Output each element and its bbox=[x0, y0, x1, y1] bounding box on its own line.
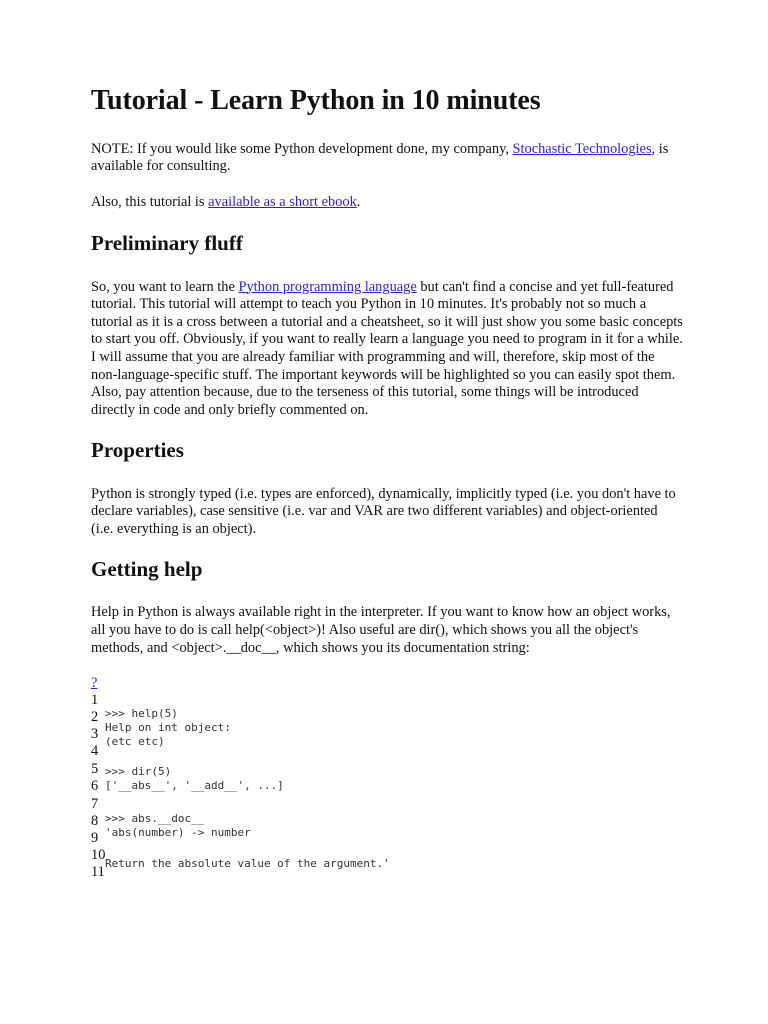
line-number: 10 bbox=[91, 847, 106, 864]
code-area bbox=[91, 692, 683, 882]
line-number: 3 bbox=[91, 726, 99, 743]
line-number: 7 bbox=[91, 796, 99, 813]
code-line: >>> help(5) bbox=[105, 707, 178, 721]
fluff-prefix: So, you want to learn the bbox=[91, 278, 239, 295]
line-number: 9 bbox=[91, 830, 99, 847]
heading-getting-help: Getting help bbox=[91, 557, 203, 582]
line-number: 1 bbox=[91, 692, 99, 709]
line-number: 5 bbox=[91, 761, 99, 778]
fluff-body: but can't find a concise and yet full-featured tutorial. This tutorial will attempt to teach you Python in 10 minutes. It's probably not so much a tutorial as it is a cross between a tutorial and a cheatsheet, so it will just show you some basic concepts to start you off. Obviously, if you want to really learn a language you need to program in it for a while. I will assume that you are already familiar with programming and will, therefore, skip most of the non-language-specific stuff. The important keywords will be highlighted so you can easily spot them. Also, pay attention because, due to the terseness of this tutorial, some things will be introduced directly in code and only briefly commented on. bbox=[91, 278, 683, 418]
line-number: 6 bbox=[91, 778, 99, 795]
line-number: 8 bbox=[91, 813, 99, 830]
code-line: Return the absolute value of the argument.' bbox=[105, 857, 390, 871]
article bbox=[91, 84, 683, 882]
code-block bbox=[91, 675, 683, 882]
page-title: Tutorial - Learn Python in 10 minutes bbox=[91, 85, 541, 116]
code-line: >>> dir(5) bbox=[105, 765, 172, 779]
note-prefix: NOTE: If you would like some Python development done, my company, bbox=[91, 140, 513, 157]
note-suffix: , is available for consulting. bbox=[91, 140, 669, 175]
ebook-prefix: Also, this tutorial is bbox=[91, 193, 209, 210]
heading-properties: Properties bbox=[91, 438, 184, 463]
properties-paragraph: Python is strongly typed (i.e. types are enforced), dynamically, implicitly typed (i.e. you don't have to declare variables), case sensitive (i.e. var and VAR are two different variables) and object-oriented (i.e. everything is an object). bbox=[91, 485, 676, 537]
fluff-paragraph bbox=[91, 279, 683, 420]
heading-preliminary-fluff: Preliminary fluff bbox=[91, 231, 243, 256]
consulting-note bbox=[91, 141, 683, 176]
line-number: 4 bbox=[91, 743, 99, 760]
ebook-link[interactable]: available as a short ebook bbox=[208, 193, 357, 210]
view-source-link[interactable]: ? bbox=[91, 675, 98, 692]
help-paragraph: Help in Python is always available right in the interpreter. If you want to know how an object works, all you have to do is call help(<object>)! Also useful are dir(), which shows you all the object's methods, and <object>.__doc__, which shows you its documentation string: bbox=[91, 604, 671, 656]
stochastic-technologies-link[interactable]: Stochastic Technologies bbox=[512, 140, 652, 157]
line-number: 2 bbox=[91, 709, 99, 726]
ebook-note bbox=[91, 194, 683, 212]
ebook-suffix: . bbox=[356, 193, 361, 210]
code-line: ['__abs__', '__add__', ...] bbox=[105, 779, 284, 793]
code-line: (etc etc) bbox=[105, 735, 165, 749]
code-line: >>> abs.__doc__ bbox=[105, 812, 205, 826]
code-line: 'abs(number) -> number bbox=[105, 826, 251, 840]
python-language-link[interactable]: Python programming language bbox=[238, 278, 417, 295]
code-line: Help on int object: bbox=[105, 721, 231, 735]
line-number: 11 bbox=[91, 864, 105, 881]
